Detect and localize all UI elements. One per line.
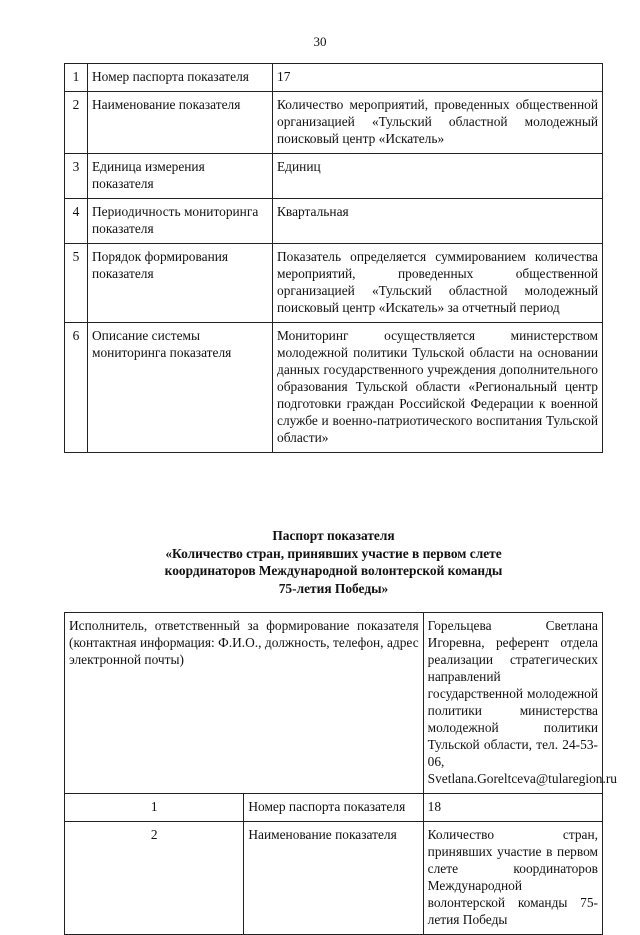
table-row [65, 154, 603, 199]
executor-value [423, 613, 617, 794]
page-number: 30 [313, 34, 327, 49]
table-row [65, 323, 603, 453]
row-number: 1 [65, 64, 88, 92]
row-number: 2 [65, 822, 244, 935]
row-value: 18 [423, 794, 602, 822]
table-row [65, 92, 603, 154]
row-number: 1 [65, 794, 244, 822]
heading-line: Паспорт показателя [272, 528, 395, 543]
row-label: Наименование показателя [244, 822, 423, 935]
row-value: Квартальная [273, 199, 603, 244]
heading-line: «Количество стран, принявших участие в первом слете [165, 545, 502, 561]
table-row [65, 822, 603, 935]
row-number: 6 [65, 323, 88, 453]
row-label: Описание системы мониторинга показателя [88, 323, 273, 453]
row-label: Номер паспорта показателя [244, 794, 423, 822]
row-label: Порядок формирования показателя [88, 244, 273, 323]
row-label: Номер паспорта показателя [88, 64, 273, 92]
row-label: Периодичность мониторинга показателя [88, 199, 273, 244]
table-row [65, 199, 603, 244]
row-value: Мониторинг осуществляется министерством молодежной политики Тульской области на основании данных государственного учреждения дополнительного образования Тульской области «Региональный центр подготовки граждан Российской Федерации к военной службе и военно-патриотического воспитания Тульской области» [273, 323, 603, 453]
row-number: 4 [65, 199, 88, 244]
heading-line: координаторов Международной волонтерской команды [164, 563, 503, 578]
heading-line: 75-летия Победы» [278, 580, 389, 596]
section-heading [64, 527, 603, 597]
table-row [65, 64, 603, 92]
row-number: 5 [65, 244, 88, 323]
executor-email: Svetlana.Goreltceva@tularegion.ru [427, 771, 617, 786]
indicator-passport-table-17 [64, 63, 603, 453]
row-number: 3 [65, 154, 88, 199]
row-value: 17 [273, 64, 603, 92]
row-value: Количество стран, принявших участие в первом слете координаторов Международной волонтерской команды 75-летия Победы [423, 822, 602, 935]
row-value: Показатель определяется суммированием количества мероприятий, проведенных общественной организацией «Тульский областной молодежный поисковый центр «Искатель» за отчетный период [273, 244, 603, 323]
row-label: Единица измерения показателя [88, 154, 273, 199]
row-number: 2 [65, 92, 88, 154]
row-value: Единиц [273, 154, 603, 199]
indicator-passport-table-18 [64, 612, 617, 935]
table-row [65, 794, 603, 822]
row-label: Наименование показателя [88, 92, 273, 154]
table-row [65, 244, 603, 323]
table-row [65, 613, 603, 794]
row-value: Количество мероприятий, проведенных общественной организацией «Тульский областной молодежный поисковый центр «Искатель» [273, 92, 603, 154]
executor-label: Исполнитель, ответственный за формирование показателя (контактная информация: Ф.И.О., должность, телефон, адрес электронной почты) [65, 613, 424, 794]
executor-contact: Горельцева Светлана Игоревна, референт отдела реализации стратегических направлений государственной молодежной политики министерства молодежной политики Тульской области, тел. 24-53-06, [427, 618, 598, 769]
